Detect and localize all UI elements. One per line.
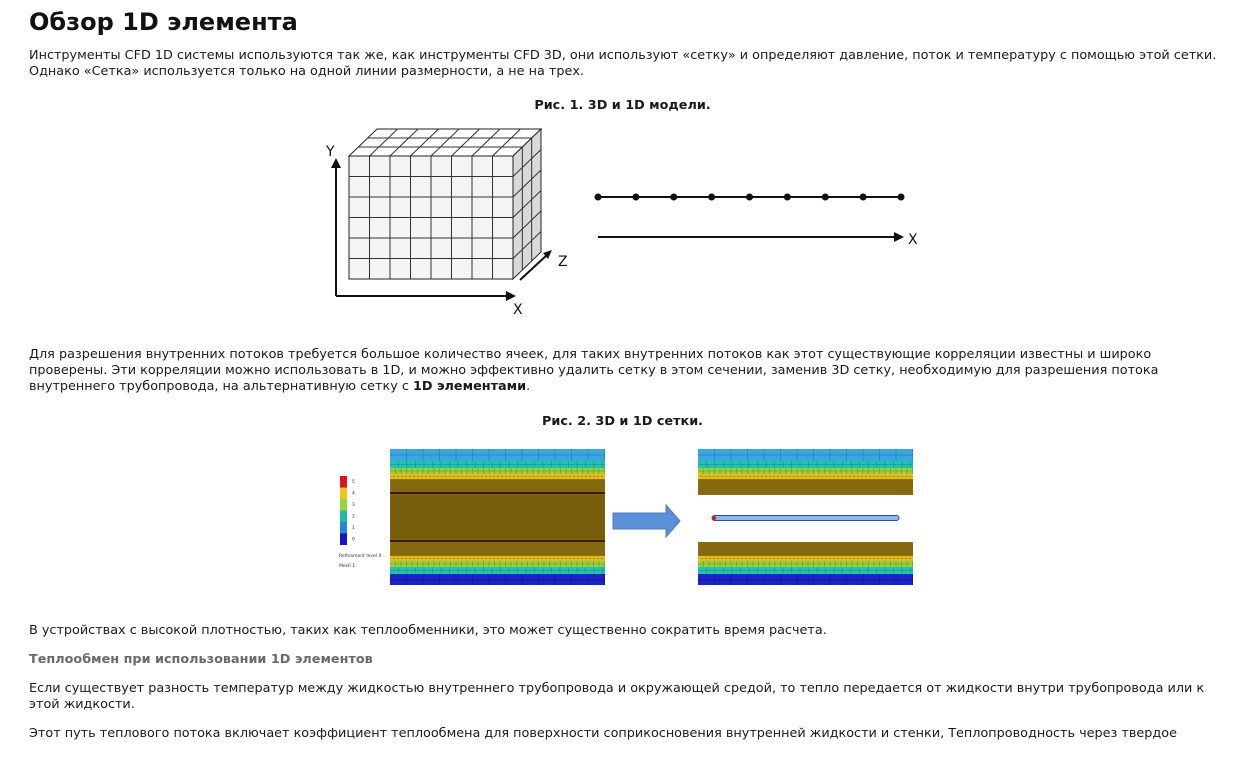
pipe-1d-inlet bbox=[712, 516, 716, 520]
mesh-1d bbox=[698, 449, 913, 585]
figure-1-caption: Рис. 1. 3D и 1D модели. bbox=[534, 98, 711, 113]
pipe-1d-element bbox=[712, 516, 899, 521]
intro-paragraph: Инструменты CFD 1D системы используются так же, как инструменты CFD 3D, они используют «сетку» и определяют давление, поток и температуру с помощью этой сетки. Однако «Сетка» используется только на одной линии размерности, а не на трех. bbox=[29, 48, 1217, 79]
node-dot bbox=[898, 194, 905, 201]
node-dot bbox=[595, 194, 602, 201]
paragraph-5: Этот путь теплового потока включает коэффициент теплообмена для поверхности соприкосновения внутренней жидкости и стенки, Теплопроводность через твердое bbox=[29, 726, 1177, 741]
paragraph-2-end: . bbox=[526, 379, 531, 394]
legend-swatch bbox=[340, 511, 347, 523]
page-title: Обзор 1D элемента bbox=[29, 8, 298, 36]
axis-x-1d bbox=[598, 232, 904, 242]
legend-value: 3 bbox=[352, 503, 355, 508]
legend-value: 4 bbox=[352, 491, 355, 497]
pipe-wall-top bbox=[390, 492, 605, 494]
mesh-3d bbox=[390, 449, 605, 585]
legend-value: 2 bbox=[352, 514, 355, 520]
node-dot bbox=[670, 194, 677, 201]
1d-element-line bbox=[595, 194, 905, 201]
legend-swatch bbox=[340, 534, 347, 546]
refinement-legend bbox=[340, 476, 355, 545]
node-dot bbox=[708, 194, 715, 201]
figure-2-caption: Рис. 2. 3D и 1D сетки. bbox=[541, 414, 704, 429]
transform-arrow bbox=[613, 505, 680, 537]
paragraph-2-text: Для разрешения внутренних потоков требуется большое количество ячеек, для таких внутренних потоков как этот существующие корреляции известны и широко проверены. Эти корреляции можно использовать в 1D, и можно эффективно удалить сетку в этом сечении, заменив 3D сетку, необходимую для разрешения потока внутреннего трубопровода, на альтернативную сетку с bbox=[29, 347, 1159, 394]
node-dot bbox=[632, 194, 639, 201]
paragraph-2 bbox=[29, 347, 1229, 395]
axis-z-label: Z bbox=[558, 254, 568, 270]
node-dot bbox=[822, 194, 829, 201]
axis-x-1d-label: X bbox=[908, 232, 918, 248]
pipe-wall-bottom bbox=[390, 540, 605, 542]
mesh-band bbox=[390, 574, 605, 585]
legend-value: 1 bbox=[352, 526, 355, 531]
paragraph-4: Если существует разность температур между жидкостью внутреннего трубопровода и окружающей средой, то тепло передается от жидкости внутри трубопровода или к этой жидкости. bbox=[29, 681, 1205, 712]
figure-2-3d-1d-meshes bbox=[336, 446, 918, 592]
legend-value: 5 bbox=[352, 480, 355, 485]
node-dot bbox=[746, 194, 753, 201]
section-subheading: Теплообмен при использовании 1D элементов bbox=[29, 652, 373, 667]
legend-label-2: Mesh 1 bbox=[339, 564, 356, 569]
axis-x-label: X bbox=[513, 302, 523, 318]
mesh-band bbox=[698, 574, 913, 585]
node-dot bbox=[784, 194, 791, 201]
3d-mesh-cube bbox=[349, 129, 541, 279]
paragraph-2-bold: 1D элементами bbox=[412, 379, 527, 394]
legend-label: Refinement level 0 bbox=[339, 554, 382, 559]
legend-swatch bbox=[340, 476, 347, 488]
axis-y-label: Y bbox=[326, 144, 335, 160]
legend-swatch bbox=[340, 522, 347, 534]
legend-swatch bbox=[340, 488, 347, 500]
legend-value: 0 bbox=[352, 537, 355, 543]
legend-swatch bbox=[340, 499, 347, 511]
paragraph-3: В устройствах с высокой плотностью, таких как теплообменники, это может существенно сократить время расчета. bbox=[29, 623, 827, 638]
figure-1-3d-1d-models bbox=[320, 120, 930, 325]
node-dot bbox=[860, 194, 867, 201]
